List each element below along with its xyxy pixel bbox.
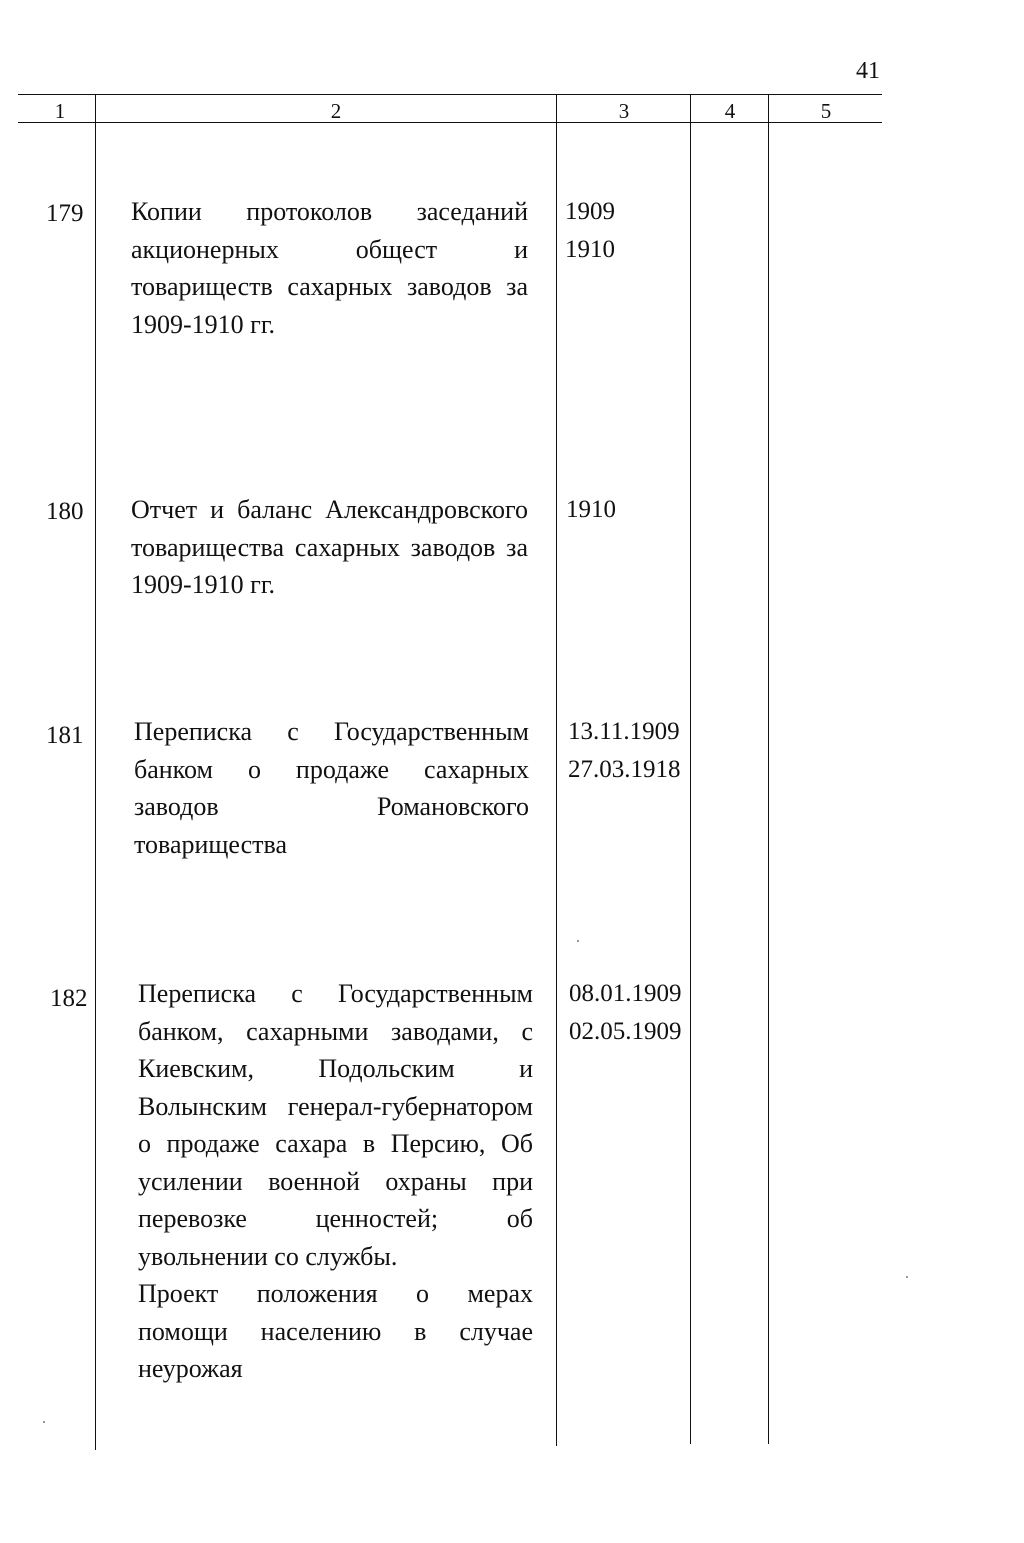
title-line: неурожая [138, 1354, 243, 1383]
page-number: 41 [856, 58, 880, 84]
title-line: акционерных общест и [131, 234, 528, 264]
column-divider-1 [95, 94, 96, 1450]
date-start: 1909 [565, 198, 615, 225]
column-header-3: 3 [618, 99, 630, 123]
title-line: Проект положения о мерах [138, 1279, 533, 1308]
title-line: заводов Романовского [134, 792, 529, 821]
column-header-5: 5 [820, 99, 832, 123]
title-line: Волынским генерал-губернатором [138, 1091, 533, 1121]
title-line: товарищества сахарных заводов за [131, 532, 528, 562]
column-divider-2 [556, 94, 557, 1446]
record-title [138, 975, 533, 1388]
record-dates [565, 193, 615, 268]
record-number: 181 [46, 722, 84, 749]
record-dates [569, 975, 682, 1050]
record-number: 180 [46, 498, 84, 525]
record-number: 182 [50, 985, 88, 1012]
date-start: 08.01.1909 [569, 980, 682, 1007]
date-start: 13.11.1909 [568, 718, 680, 745]
date-end: 27.03.1918 [568, 755, 681, 783]
title-line: 1909-1910 гг. [131, 309, 276, 339]
title-line: Переписка с Государственным [138, 979, 533, 1008]
record-number: 179 [46, 200, 84, 227]
title-line: банком, сахарными заводами, с [138, 1016, 533, 1046]
date-end: 1910 [565, 235, 615, 263]
title-line: увольнении со службы. [138, 1241, 398, 1271]
column-header-4: 4 [724, 99, 736, 123]
date-start: 1910 [566, 496, 616, 523]
column-header-1: 1 [54, 99, 66, 123]
title-line: усилении военной охраны при [138, 1166, 533, 1196]
scan-speck [906, 1276, 908, 1278]
title-line: 1909-1910 гг. [131, 570, 276, 599]
title-line: перевозке ценностей; об [138, 1204, 533, 1233]
table-header-rule [18, 122, 882, 123]
column-divider-4 [768, 94, 769, 1444]
record-dates [568, 713, 681, 788]
scan-speck [43, 1421, 45, 1423]
title-line: Копии протоколов заседаний [131, 197, 528, 226]
title-line: Киевским, Подольским и [138, 1054, 533, 1083]
title-line: о продаже сахара в Персию, Об [138, 1129, 533, 1158]
record-title [131, 193, 528, 343]
table-top-rule [18, 94, 882, 95]
record-title [131, 491, 528, 604]
record-title [134, 713, 529, 863]
title-line: Переписка с Государственным [134, 717, 529, 746]
date-end: 02.05.1909 [569, 1017, 682, 1045]
title-line: товариществ сахарных заводов за [131, 272, 528, 301]
title-line: банком о продаже сахарных [134, 754, 529, 784]
title-line: Отчет и баланс Александровского [131, 495, 528, 524]
column-header-2: 2 [330, 99, 342, 123]
column-divider-3 [690, 94, 691, 1444]
record-dates [566, 491, 616, 529]
scan-speck [577, 940, 579, 942]
title-line: помощи населению в случае [138, 1316, 533, 1346]
title-line: товарищества [134, 829, 287, 859]
